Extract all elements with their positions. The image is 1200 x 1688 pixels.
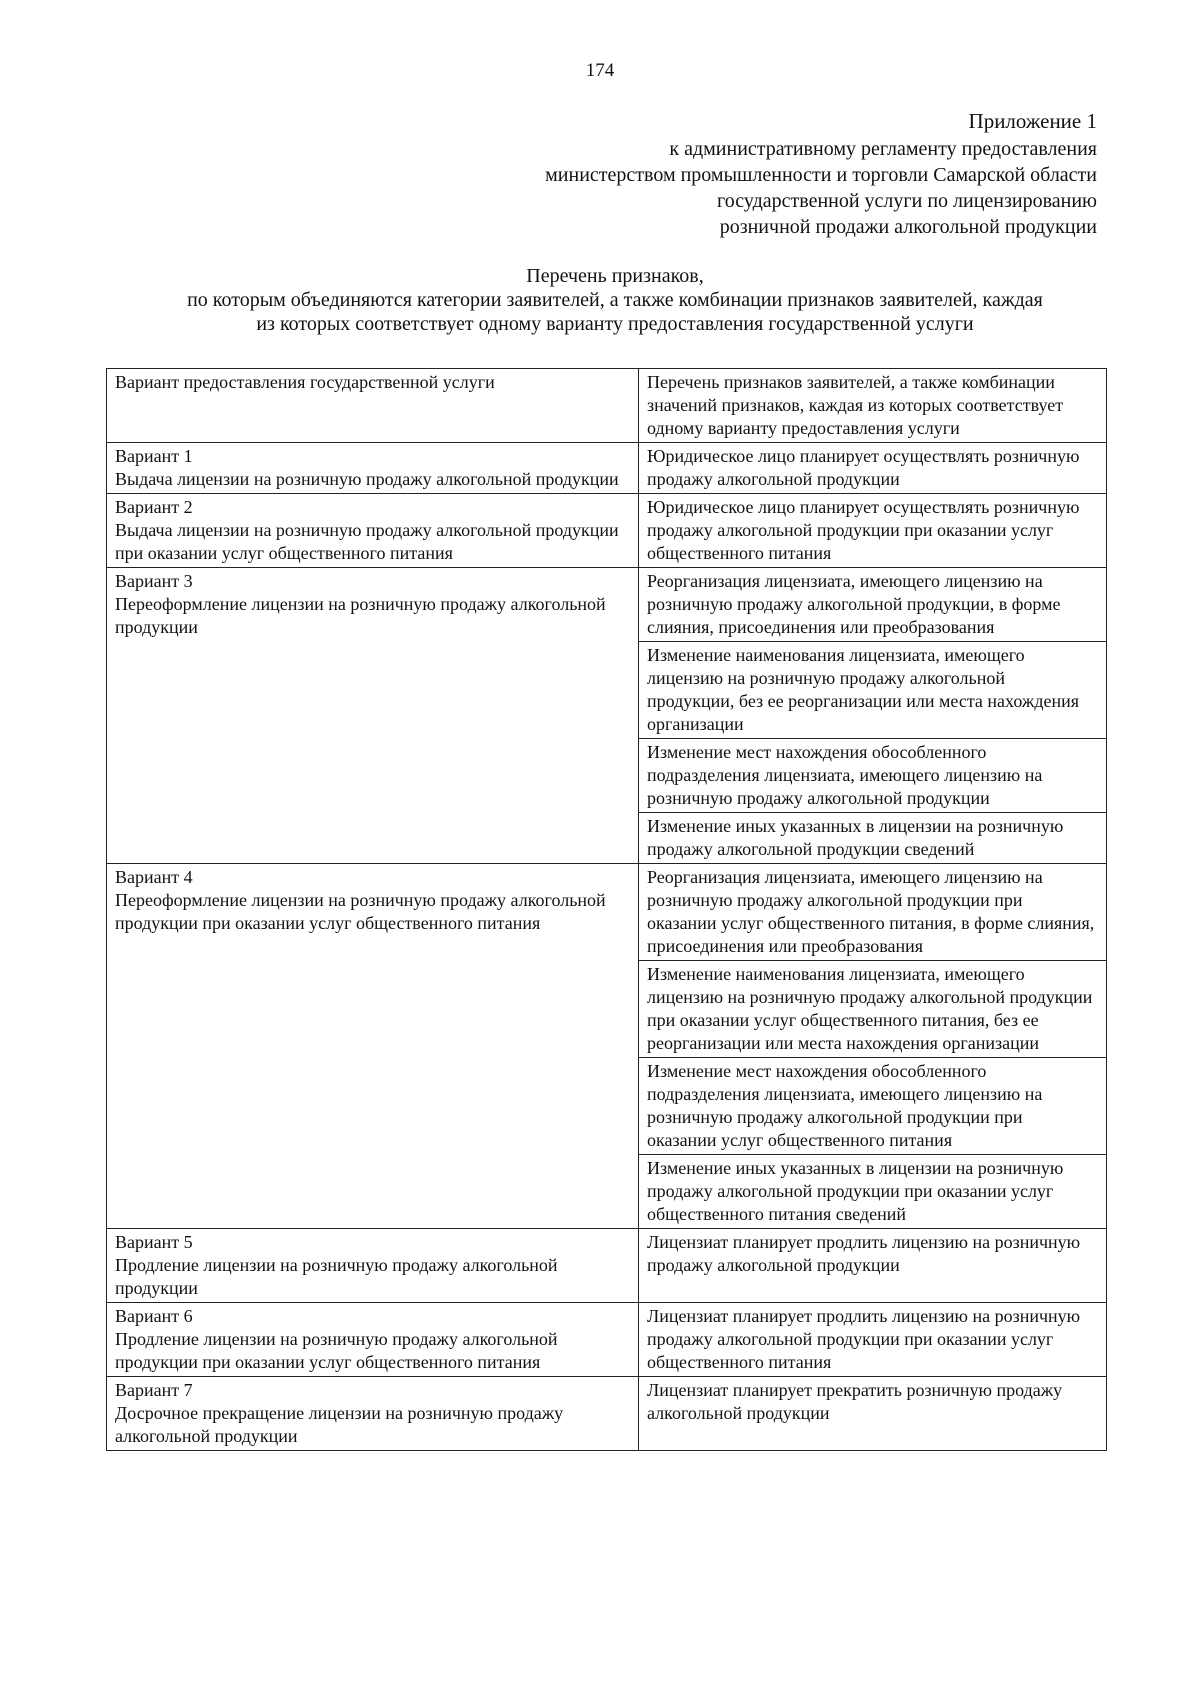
variant-description: Переоформление лицензии на розничную продажу алкогольной продукции при оказании услуг общественного питания (115, 890, 606, 933)
variant-description: Продление лицензии на розничную продажу алкогольной продукции (115, 1255, 558, 1298)
variant-cell (107, 1303, 639, 1377)
criteria-cell: Лицензиат планирует продлить лицензию на розничную продажу алкогольной продукции при оказании услуг общественного питания (639, 1303, 1107, 1377)
variant-cell (107, 494, 639, 568)
criteria-cell: Юридическое лицо планирует осуществлять розничную продажу алкогольной продукции при оказании услуг общественного питания (639, 494, 1107, 568)
variant-cell (107, 1377, 639, 1451)
variant-name: Вариант 5 (115, 1232, 193, 1252)
heading-title: Перечень признаков, (526, 265, 704, 287)
appendix-title: Приложение 1 (968, 109, 1097, 133)
variant-description: Продление лицензии на розничную продажу алкогольной продукции при оказании услуг общественного питания (115, 1329, 558, 1372)
table-row (107, 443, 1107, 494)
criteria-cell: Лицензиат планирует продлить лицензию на розничную продажу алкогольной продукции (639, 1229, 1107, 1303)
variant-name: Вариант 6 (115, 1306, 193, 1326)
appendix-line: к административному регламенту предоставления (669, 138, 1097, 160)
criteria-cell: Изменение иных указанных в лицензии на розничную продажу алкогольной продукции сведений (639, 813, 1107, 864)
variant-name: Вариант 4 (115, 867, 193, 887)
variant-name: Вариант 1 (115, 446, 193, 466)
variant-name: Вариант 2 (115, 497, 193, 517)
criteria-cell: Изменение иных указанных в лицензии на розничную продажу алкогольной продукции при оказании услуг общественного питания сведений (639, 1155, 1107, 1229)
variant-description: Переоформление лицензии на розничную продажу алкогольной продукции (115, 594, 606, 637)
criteria-cell: Реорганизация лицензиата, имеющего лицензию на розничную продажу алкогольной продукции, в форме слияния, присоединения или преобразования (639, 568, 1107, 642)
appendix-line: государственной услуги по лицензированию (717, 190, 1097, 212)
heading-subtitle-line: из которых соответствует одному варианту предоставления государственной услуги (256, 313, 974, 335)
table-header-row (107, 369, 1107, 443)
variant-name: Вариант 3 (115, 571, 193, 591)
table-row (107, 494, 1107, 568)
variant-description: Досрочное прекращение лицензии на розничную продажу алкогольной продукции (115, 1403, 564, 1446)
variant-description: Выдача лицензии на розничную продажу алкогольной продукции (115, 469, 619, 489)
table-row (107, 1303, 1107, 1377)
appendix-line: розничной продажи алкогольной продукции (719, 216, 1097, 238)
heading-subtitle-line: по которым объединяются категории заявителей, а также комбинации признаков заявителей, каждая (187, 289, 1043, 311)
page-number: 174 (585, 60, 615, 81)
criteria-cell: Лицензиат планирует прекратить розничную продажу алкогольной продукции (639, 1377, 1107, 1451)
criteria-cell: Изменение наименования лицензиата, имеющего лицензию на розничную продажу алкогольной продукции при оказании услуг общественного питания, без ее реорганизации или места нахождения организации (639, 961, 1107, 1058)
header-cell-variant: Вариант предоставления государственной услуги (107, 369, 639, 443)
variant-cell (107, 443, 639, 494)
table-row (107, 1377, 1107, 1451)
table-row (107, 568, 1107, 642)
variant-cell (107, 1229, 639, 1303)
document-heading (110, 264, 1120, 336)
appendix-line: министерством промышленности и торговли Самарской области (545, 164, 1097, 186)
table-row (107, 1229, 1107, 1303)
header-cell-criteria: Перечень признаков заявителей, а также комбинации значений признаков, каждая из которых соответствует одному варианту предоставления услуги (639, 369, 1107, 443)
appendix-block (297, 108, 1097, 240)
criteria-cell: Реорганизация лицензиата, имеющего лицензию на розничную продажу алкогольной продукции при оказании услуг общественного питания, в форме слияния, присоединения или преобразования (639, 864, 1107, 961)
variant-description: Выдача лицензии на розничную продажу алкогольной продукции при оказании услуг общественного питания (115, 520, 619, 563)
variant-cell (107, 864, 639, 1229)
criteria-table (106, 368, 1107, 1451)
criteria-cell: Изменение мест нахождения обособленного подразделения лицензиата, имеющего лицензию на розничную продажу алкогольной продукции (639, 739, 1107, 813)
variant-name: Вариант 7 (115, 1380, 193, 1400)
criteria-cell: Изменение мест нахождения обособленного подразделения лицензиата, имеющего лицензию на розничную продажу алкогольной продукции при оказании услуг общественного питания (639, 1058, 1107, 1155)
variant-cell (107, 568, 639, 864)
criteria-cell: Юридическое лицо планирует осуществлять розничную продажу алкогольной продукции (639, 443, 1107, 494)
table-row (107, 864, 1107, 961)
criteria-cell: Изменение наименования лицензиата, имеющего лицензию на розничную продажу алкогольной продукции, без ее реорганизации или места нахождения организации (639, 642, 1107, 739)
